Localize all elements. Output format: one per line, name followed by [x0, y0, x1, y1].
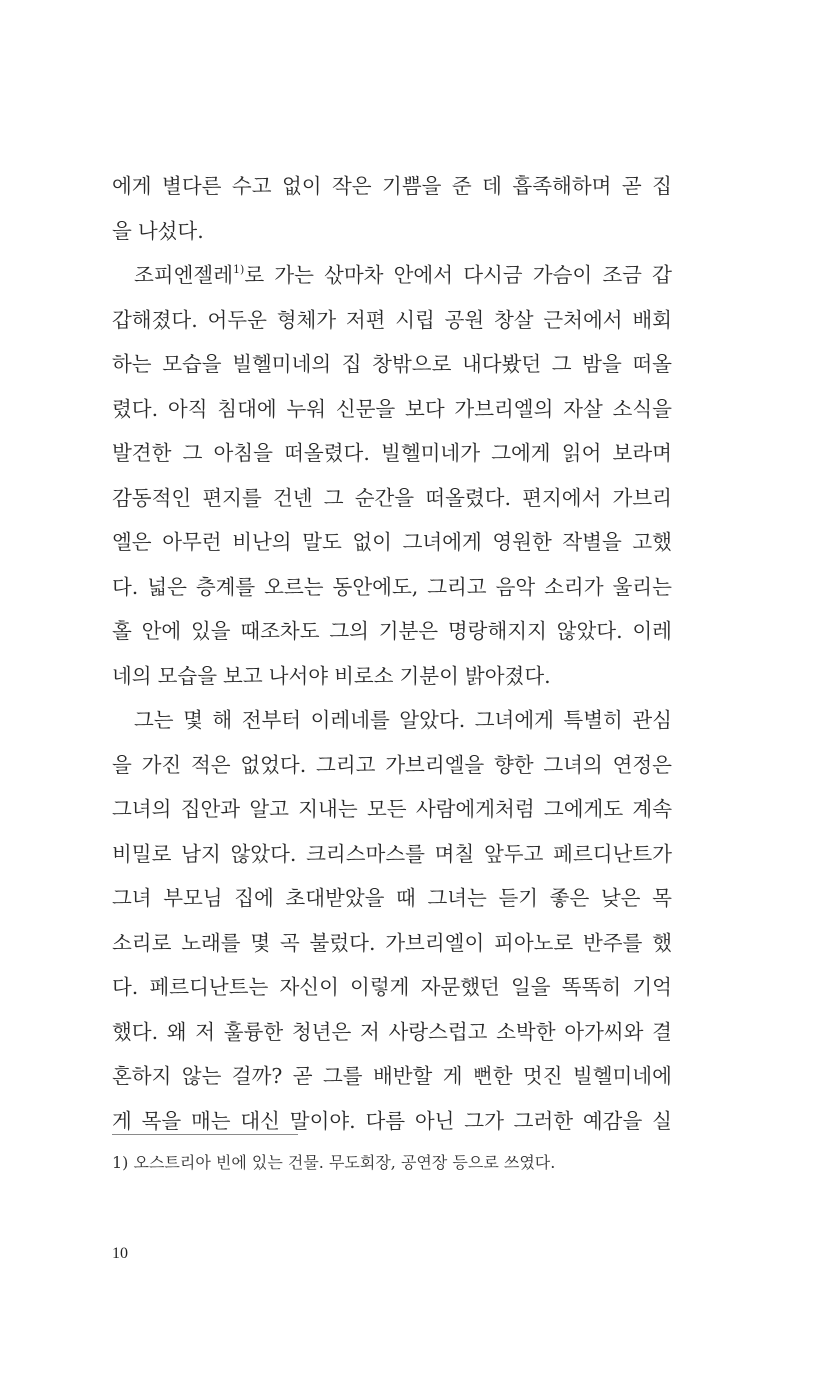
word: 이레: [632, 619, 672, 643]
word: 곧: [621, 174, 642, 198]
word: 피아노로: [494, 930, 574, 955]
text-line: [112, 743, 672, 788]
word: 전부터: [241, 708, 302, 732]
footnote-divider: [112, 1134, 298, 1135]
word: 갑: [652, 263, 672, 287]
word: 때조차도: [240, 619, 320, 643]
word: 층계를: [195, 574, 256, 599]
word: 걸까?: [231, 1064, 283, 1088]
word: 그: [182, 441, 203, 465]
word: 향한: [494, 752, 534, 777]
word: 모습을: [157, 663, 218, 688]
word: 게: [112, 1108, 132, 1133]
word: 다.: [112, 574, 139, 599]
word: 똑똑히: [561, 975, 622, 999]
word: 떠올: [632, 352, 672, 376]
word: 결: [652, 1019, 672, 1044]
word: 집: [341, 352, 362, 376]
word: 남지: [181, 841, 221, 866]
word: 창밖으로: [372, 352, 452, 376]
word: 발견한: [112, 441, 172, 465]
word: 가는: [274, 263, 314, 287]
word: 기분은: [378, 619, 439, 643]
word: 이렇게: [350, 975, 410, 999]
word: 떠올렸다.: [284, 441, 370, 465]
footnote: 1) 오스트리아 빈에 있는 건물. 무도회장, 공연장 등으로 쓰였다.: [112, 1153, 556, 1172]
word: 그러한: [513, 1108, 574, 1133]
word: 별다른: [162, 174, 222, 198]
word: 안에: [141, 619, 182, 643]
text-line: [112, 1010, 672, 1055]
word: 아무런: [162, 530, 222, 554]
word: 다름: [365, 1108, 406, 1133]
word: 저편: [345, 307, 386, 332]
word: 그의: [329, 619, 369, 643]
word: 아가씨와: [564, 1019, 644, 1044]
word: 불렀다.: [309, 930, 376, 955]
word: 조피엔젤레$^{1)}$로: [134, 263, 265, 287]
word: 고했: [632, 530, 672, 554]
word: 명랑해지지: [447, 619, 547, 643]
word: 기쁨을: [382, 174, 442, 198]
word: 아직: [167, 396, 208, 421]
text-line: [112, 565, 672, 610]
word: 렸다.: [112, 396, 159, 421]
word: 창살: [494, 307, 534, 332]
word: 예감을: [582, 1108, 643, 1133]
word: 비로소: [334, 663, 394, 688]
word: 보다: [405, 396, 445, 421]
word: 밝아졌다.: [464, 663, 551, 688]
word: 어두운: [207, 307, 267, 332]
word: 몇: [250, 930, 271, 955]
word: 적은: [190, 752, 231, 777]
word: 내다봤던: [461, 352, 542, 376]
word: 울리는: [612, 574, 672, 599]
word: 해: [212, 708, 233, 732]
word: 그에게: [491, 441, 551, 465]
text-line: [112, 698, 672, 743]
word: 삯마차: [324, 263, 384, 287]
word: 멋진: [522, 1064, 563, 1088]
word: 빌헬미네의: [232, 352, 332, 376]
text-line: [112, 965, 672, 1010]
text-line: [112, 921, 672, 966]
word: 침대에: [217, 396, 277, 421]
word: 을: [112, 218, 132, 243]
word: 그를: [322, 1064, 363, 1088]
word: 오르는: [264, 574, 324, 599]
word: 모든: [366, 797, 407, 821]
word: 노래를: [181, 930, 241, 955]
word: 편지에서: [522, 485, 602, 510]
word: 읽어: [561, 441, 602, 465]
word: 작별을: [562, 530, 622, 554]
word: 좋은: [549, 886, 590, 910]
word: 그녀의: [112, 797, 172, 821]
word: 그녀: [112, 886, 152, 910]
word: 그리고: [427, 574, 487, 599]
word: 가진: [141, 752, 182, 777]
word: 그: [551, 352, 572, 376]
word: 없었다.: [240, 752, 307, 777]
word: 소박한: [496, 1019, 556, 1044]
word: 누워: [286, 396, 327, 421]
word: 을: [112, 752, 132, 777]
word: 빌헬미네에: [572, 1064, 672, 1088]
word: 다.: [112, 975, 139, 999]
word: 곧: [292, 1064, 313, 1088]
word: 실: [652, 1108, 672, 1133]
text-line: [112, 298, 672, 343]
word: 대신: [240, 1108, 280, 1133]
word: 자문했던: [420, 975, 500, 999]
word: 음악: [495, 574, 536, 599]
word: 낮은: [600, 886, 641, 910]
word: 갑해졌다.: [112, 307, 198, 332]
word: 동안에도,: [332, 574, 419, 599]
word: 청년은: [291, 1019, 352, 1044]
word: 부모님: [163, 886, 223, 910]
word: 넓은: [147, 574, 187, 599]
word: 관심: [632, 708, 672, 732]
page-number: 10: [112, 1245, 128, 1262]
word: 그는: [134, 708, 174, 732]
text-line: [112, 609, 672, 654]
text-line: [112, 876, 672, 921]
word: 말이야.: [289, 1108, 356, 1133]
word: 계속: [632, 797, 672, 821]
word: 준: [451, 174, 472, 198]
footnote-reference[interactable]: 1): [233, 263, 245, 276]
word: 빌헬미네가: [381, 441, 481, 465]
word: 있을: [190, 619, 231, 643]
word: 사람에게처럼: [415, 797, 535, 821]
word: 그녀에게: [402, 530, 482, 554]
word: 이레네를: [310, 708, 390, 732]
word: 그가: [464, 1108, 504, 1133]
word: 사랑스럽고: [388, 1019, 488, 1044]
word: 흡족해하며: [512, 174, 612, 198]
word: 않았다.: [556, 619, 623, 643]
word: 데: [482, 174, 502, 198]
word: 집: [652, 174, 672, 198]
word: 초대받았을: [285, 886, 385, 910]
word: 몇: [183, 708, 203, 732]
word: 페르디난트는: [149, 975, 269, 999]
word: 크리스마스를: [306, 841, 425, 866]
word: 목을: [141, 1108, 182, 1133]
word: 뻔한: [472, 1064, 513, 1088]
word: 안에서: [393, 263, 454, 287]
word: 자신이: [279, 975, 339, 999]
word: 소리가: [544, 574, 604, 599]
word: 소리로: [112, 930, 172, 955]
word: 자살: [563, 396, 603, 421]
word: 엘은: [112, 530, 152, 554]
word: 작은: [332, 174, 372, 198]
word: 근처에서: [543, 307, 623, 332]
word: 반주를: [583, 930, 643, 955]
word: 않았다.: [230, 841, 297, 866]
text-line: [112, 1099, 672, 1144]
text-line: [112, 253, 672, 298]
word: 밤을: [582, 352, 622, 376]
word: 저: [359, 1019, 380, 1044]
word: 그리고: [316, 752, 376, 777]
word: 가브리엘을: [385, 752, 485, 777]
word: 순간을: [354, 485, 415, 510]
word: 조금: [602, 263, 642, 287]
word: 배반할: [372, 1064, 433, 1088]
word: 하는: [112, 352, 152, 376]
text-line: [112, 832, 672, 877]
text-line: [112, 654, 672, 699]
word: 신문을: [335, 396, 396, 421]
word: 그녀는: [427, 886, 487, 910]
word: 비밀로: [112, 841, 172, 866]
word: 없이: [352, 530, 392, 554]
word: 아침을: [213, 441, 273, 465]
word: 기억: [632, 975, 672, 999]
word: 비난의: [232, 530, 292, 554]
word: 네의: [112, 663, 152, 688]
text-line: [112, 476, 672, 521]
word: 그: [323, 485, 344, 510]
word: 말도: [302, 530, 342, 554]
word: 앞두고: [484, 841, 544, 866]
word: 연정은: [612, 752, 672, 777]
word: 기분이: [399, 663, 459, 688]
word: 아닌: [414, 1108, 455, 1133]
text-line: [112, 520, 672, 565]
text-line: [112, 342, 672, 387]
word: 훌륭한: [223, 1019, 284, 1044]
word: 혼하지: [112, 1064, 172, 1088]
word: 그에게도: [543, 797, 624, 821]
word: 집에: [234, 886, 274, 910]
word: 알고: [249, 797, 289, 821]
word: 없이: [281, 174, 322, 198]
word: 다시금: [463, 263, 523, 287]
word: 형체가: [276, 307, 337, 332]
body-text: [112, 164, 672, 1143]
word: 수고: [231, 174, 272, 198]
word: 보고: [223, 663, 263, 688]
word: 편지를: [202, 485, 262, 510]
word: 감동적인: [112, 485, 192, 510]
word: 홀: [112, 619, 132, 643]
word: 모습을: [162, 352, 222, 376]
word: 했: [652, 930, 672, 955]
word: 목: [652, 886, 672, 910]
word: 가브리엘이: [385, 930, 485, 955]
word: 나서야: [268, 663, 329, 688]
word: 곡: [279, 930, 300, 955]
word: 때: [396, 886, 416, 910]
text-line: [112, 431, 672, 476]
word: 일을: [511, 975, 551, 999]
word: 특별히: [563, 708, 623, 732]
word: 그녀에게: [474, 708, 554, 732]
word: 떠올렸다.: [425, 485, 511, 510]
text-line: [112, 209, 672, 254]
word: 에게: [112, 174, 152, 198]
word: 지내는: [298, 797, 358, 821]
word: 했다.: [112, 1019, 159, 1044]
word: 가브리: [612, 485, 672, 510]
word: 알았다.: [399, 708, 466, 732]
word: 며칠: [434, 841, 475, 866]
word: 않는: [181, 1064, 222, 1088]
word: 보라며: [612, 441, 672, 465]
text-line: [112, 787, 672, 832]
text-line: [112, 1054, 672, 1099]
word: 나섰다.: [137, 218, 204, 243]
word: 배회: [632, 307, 672, 332]
word: 영원한: [492, 530, 552, 554]
word: 저: [195, 1019, 216, 1044]
text-line: [112, 387, 672, 432]
word: 집안과: [180, 797, 241, 821]
word: 듣기: [498, 886, 539, 910]
word: 소식을: [612, 396, 672, 421]
text-line: [112, 164, 672, 209]
word: 공원: [444, 307, 485, 332]
word: 매는: [190, 1108, 231, 1133]
word: 건넨: [272, 485, 313, 510]
word: 가슴이: [532, 263, 593, 287]
word: 시립: [395, 307, 435, 332]
word: 가브리엘의: [454, 396, 554, 421]
word: 그녀의: [543, 752, 603, 777]
word: 게: [442, 1064, 463, 1088]
word: 왜: [166, 1019, 187, 1044]
word: 페르디난트가: [553, 841, 672, 866]
